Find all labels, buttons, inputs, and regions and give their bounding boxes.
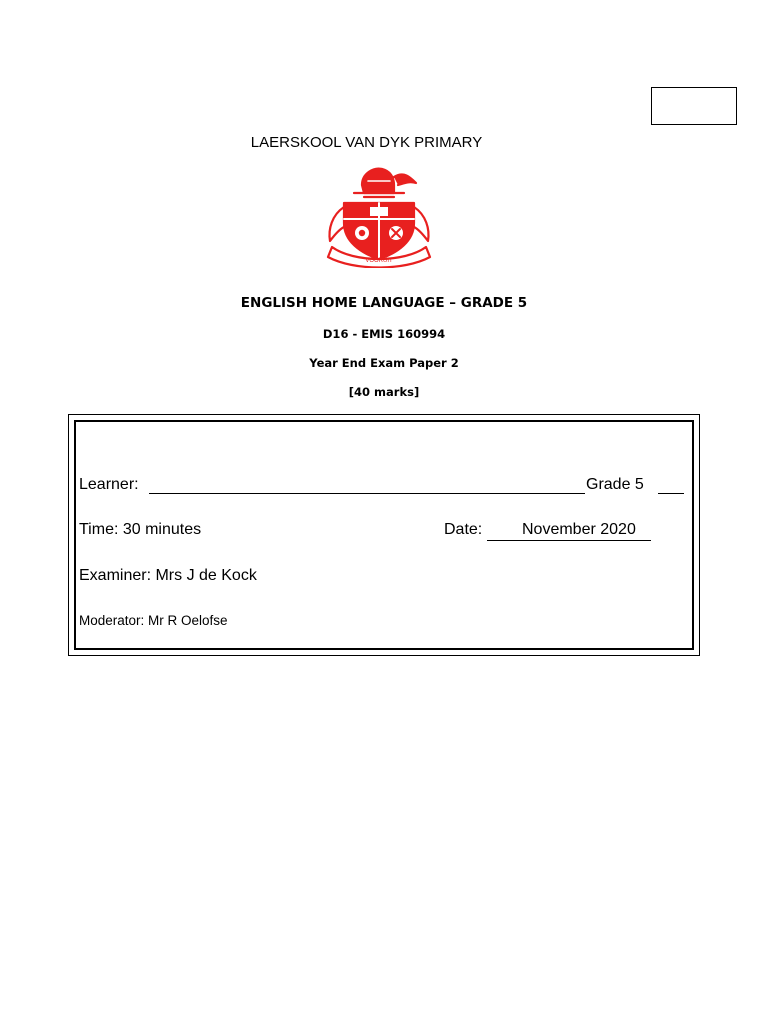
grade-blank (658, 493, 684, 494)
date-label: Date: (444, 521, 483, 538)
grade-label: Grade 5 (586, 476, 644, 493)
time-allowed: Time: 30 minutes (79, 521, 202, 538)
total-marks: [40 marks] (348, 385, 420, 399)
subject-title: ENGLISH HOME LANGUAGE – GRADE 5 (240, 295, 528, 311)
learner-name-blank (149, 493, 585, 494)
examiner-name: Examiner: Mrs J de Kock (79, 567, 257, 584)
school-crest-logo (324, 163, 434, 268)
date-underline (487, 540, 651, 541)
crest-motto: VOORUIT (365, 258, 393, 264)
exam-date: November 2020 (522, 521, 636, 538)
paper-title: Year End Exam Paper 2 (309, 356, 459, 370)
school-name: LAERSKOOL VAN DYK PRIMARY (250, 134, 483, 151)
district-code: D16 - EMIS 160994 (322, 327, 446, 341)
marks-box (651, 87, 737, 125)
learner-label: Learner: (79, 476, 139, 493)
moderator-name: Moderator: Mr R Oelofse (79, 613, 228, 628)
